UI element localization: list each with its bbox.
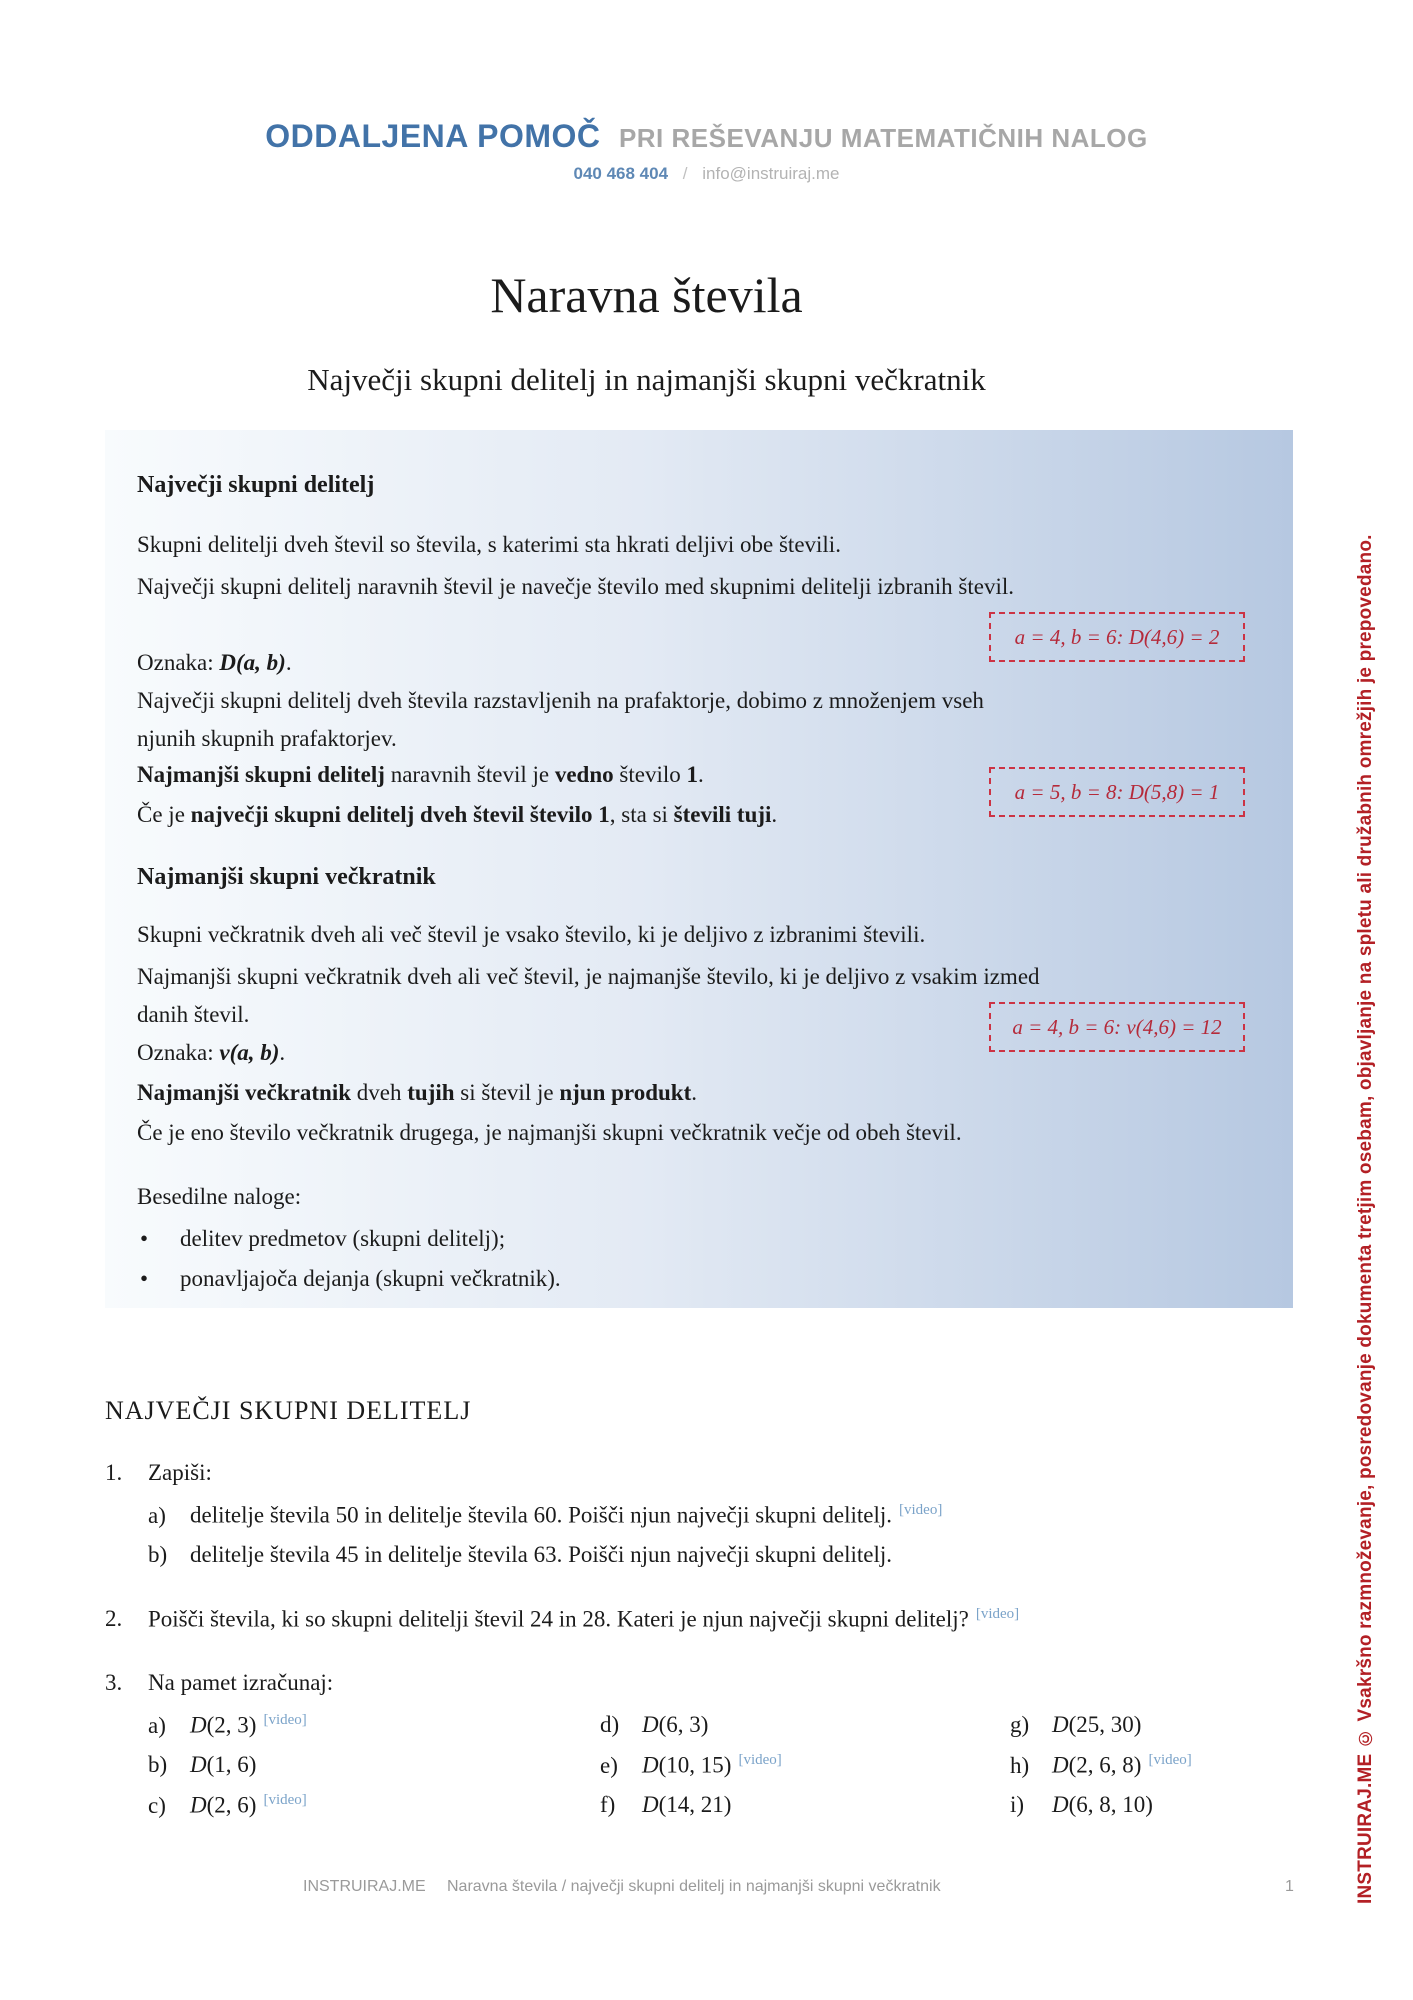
exercise-3-item-f: f) D(14, 21) (600, 1792, 732, 1817)
lcm-paragraph-4: Če je eno število večkratnik drugega, je najmanjši skupni večkratnik večje od obeh števil. (137, 1120, 962, 1145)
example-box-gcd-1: a = 4, b = 6: D(4,6) = 2 (989, 612, 1245, 662)
exercise-3-item-b: b) D(1, 6) (148, 1752, 257, 1777)
page-subtitle: Največji skupni delitelj in najmanjši skupni večkratnik (307, 362, 986, 397)
exercise-3-item-e: e) D(10, 15) [video] (600, 1752, 782, 1778)
exercise-3-item-d: d) D(6, 3) (600, 1712, 709, 1737)
gcd-notation: Oznaka: D(a, b). (137, 650, 292, 675)
gcd-paragraph-4: Najmanjši skupni delitelj naravnih števil je vedno število 1. (137, 762, 704, 787)
phone-number: 040 468 404 (573, 164, 669, 183)
exercise-3-item-c: c) D(2, 6) [video] (148, 1792, 307, 1818)
exercise-1-title: Zapiši: (148, 1460, 212, 1485)
lcm-paragraph-2: Najmanjši skupni večkratnik dveh ali več števil, je najmanjše število, ki je deljivo z vsakim izmed danih števil. (137, 964, 1040, 1027)
gcd-paragraph-5: Če je največji skupni delitelj dveh števil število 1, sta si števili tuji. (137, 802, 778, 827)
word-problems-intro: Besedilne naloge: (137, 1184, 302, 1209)
video-link[interactable]: [video] (899, 1502, 943, 1518)
brand-name: ODDALJENA POMOČ (265, 118, 601, 154)
contact-line (0, 164, 1413, 184)
brand-line (0, 118, 1413, 155)
footer-doc-title: Naravna števila / največji skupni delitelj in najmanjši skupni večkratnik (447, 1878, 941, 1895)
video-link[interactable]: [video] (263, 1792, 307, 1808)
exercises-section-heading: NAJVEČJI SKUPNI DELITELJ (105, 1396, 472, 1425)
lcm-paragraph-1: Skupni večkratnik dveh ali več števil je vsako število, ki je deljivo z izbranimi števili. (137, 922, 926, 947)
gcd-paragraph-1: Skupni delitelji dveh števil so števila, s katerimi sta hkrati deljivi obe števili. (137, 532, 841, 557)
contact-separator: / (682, 164, 688, 183)
word-problem-item: • ponavljajoča dejanja (skupni večkratnik). (180, 1260, 561, 1298)
exercise-1b: b) delitelje števila 45 in delitelje števila 63. Poišči njun največji skupni delitelj. (148, 1542, 892, 1567)
exercise-3-item-h: h) D(2, 6, 8) [video] (1010, 1752, 1192, 1778)
lcm-notation-math: v(a, b) (219, 1040, 280, 1065)
exercise-3-item-g: g) D(25, 30) (1010, 1712, 1142, 1737)
exercise-2-number: 2. (105, 1606, 123, 1631)
gcd-paragraph-3: Največji skupni delitelj dveh števila razstavljenih na prafaktorje, dobimo z množenjem vseh njunih skupnih prafaktorjev. (137, 688, 984, 751)
item-label: a) (148, 1502, 166, 1528)
brand-tagline: PRI REŠEVANJU MATEMATIČNIH NALOG (618, 123, 1148, 153)
item-label: b) (148, 1542, 168, 1567)
lcm-paragraph-3: Najmanjši večkratnik dveh tujih si števil je njun produkt. (137, 1080, 697, 1105)
gcd-notation-math: D(a, b) (219, 650, 286, 675)
footer-brand: INSTRUIRAJ.ME (303, 1878, 426, 1895)
exercise-3-number: 3. (105, 1670, 123, 1695)
gcd-heading: Največji skupni delitelj (137, 472, 375, 498)
exercise-1a: a) delitelje števila 50 in delitelje števila 60. Poišči njun največji skupni delitelj. [video] (148, 1502, 943, 1528)
exercise-3-item-i: i) D(6, 8, 10) (1010, 1792, 1153, 1817)
gcd-paragraph-2: Največji skupni delitelj naravnih števil je navečje število med skupnimi delitelji izbranih števil. (137, 574, 1014, 599)
letterhead (0, 118, 1413, 184)
page-title: Naravna števila (490, 267, 803, 323)
exercise-3-title: Na pamet izračunaj: (148, 1670, 334, 1695)
exercise-3-item-a: a) D(2, 3) [video] (148, 1712, 307, 1738)
example-box-gcd-2: a = 5, b = 8: D(5,8) = 1 (989, 767, 1245, 817)
video-link[interactable]: [video] (738, 1752, 782, 1768)
exercise-2-text: Poišči števila, ki so skupni delitelji števil 24 in 28. Kateri je njun največji skupni delitelj? [video] (148, 1606, 1020, 1632)
example-box-lcm: a = 4, b = 6: v(4,6) = 12 (989, 1002, 1245, 1052)
word-problem-item: • delitev predmetov (skupni delitelj); (180, 1220, 505, 1258)
exercise-1-number: 1. (105, 1460, 123, 1485)
footer-page-number: 1 (1285, 1878, 1294, 1895)
video-link[interactable]: [video] (975, 1606, 1020, 1622)
lcm-notation: Oznaka: v(a, b). (137, 1040, 286, 1065)
video-link[interactable]: [video] (1148, 1752, 1192, 1768)
copyright-side-note: INSTRUIRAJ.ME © Vsakršno razmnoževanje, posredovanje dokumenta tretjim osebam, objavljanje na spletu ali družabnih omrežjih je prepovedano. (1355, 534, 1376, 1904)
theory-panel (105, 430, 1293, 1308)
video-link[interactable]: [video] (263, 1712, 307, 1728)
lcm-heading: Najmanjši skupni večkratnik (137, 864, 436, 890)
email-address: info@instruiraj.me (702, 164, 840, 183)
